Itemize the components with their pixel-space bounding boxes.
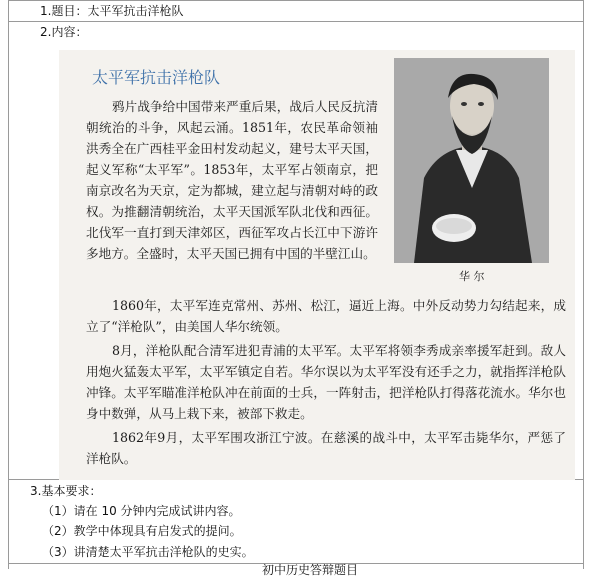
textbook-title: 太平军抗击洋枪队	[92, 68, 221, 87]
requirement-item: （2）教学中体现具有启发式的提问。	[42, 524, 242, 538]
requirement-item: （1）请在 10 分钟内完成试讲内容。	[42, 504, 241, 518]
paragraph-4: 1862年9月，太平军围攻浙江宁波。在慈溪的战斗中，太平军击毙华尔，严惩了洋枪队。	[86, 430, 566, 466]
textbook-scan	[59, 50, 575, 480]
topic-label: 1.题目：太平军抗击洋枪队	[40, 4, 184, 18]
photo-caption: 华 尔	[459, 270, 485, 283]
divider	[8, 21, 584, 22]
portrait-illustration	[394, 58, 549, 263]
paragraph-1: 鸦片战争给中国带来严重后果，战后人民反抗清朝统治的斗争，风起云涌。1851年，农民革命领袖洪秀全在广西桂平金田村发动起义，建号太平天国，起义军称“太平军”。1853年，太平军占领南京，把南京改名为天京，定为都城，建立起与清朝对峙的政权。为推翻清朝统治，太平天国派军队北伐和西征。北伐军一直打到天津郊区，西征军攻占长江中下游许多地方。全盛时，太平天国已拥有中国的半壁江山。	[86, 99, 378, 261]
paragraph-3: 8月，洋枪队配合清军进犯青浦的太平军。太平军将领李秀成亲率援军赶到。敌人用炮火猛轰太平军，太平军镇定自若。华尔误以为太平军没有还手之力，就指挥洋枪队冲锋。太平军瞄准洋枪队冲在前面的士兵，一阵射击，把洋枪队打得落花流水。华尔也身中数弹，从马上栽下来，被部下救走。	[86, 343, 566, 421]
paragraph-2: 1860年，太平军连克常州、苏州、松江，逼近上海。中外反动势力勾结起来，成立了“洋枪队”，由美国人华尔统领。	[86, 298, 566, 334]
ward-portrait-image	[394, 58, 549, 263]
requirements-heading: 3.基本要求：	[30, 484, 102, 498]
divider	[8, 0, 584, 1]
content-label: 2.内容：	[40, 25, 88, 39]
requirement-item: （3）讲清楚太平军抗击洋枪队的史实。	[42, 545, 254, 559]
cut-off-footer-text: 初中历史答辩题目	[262, 563, 359, 577]
